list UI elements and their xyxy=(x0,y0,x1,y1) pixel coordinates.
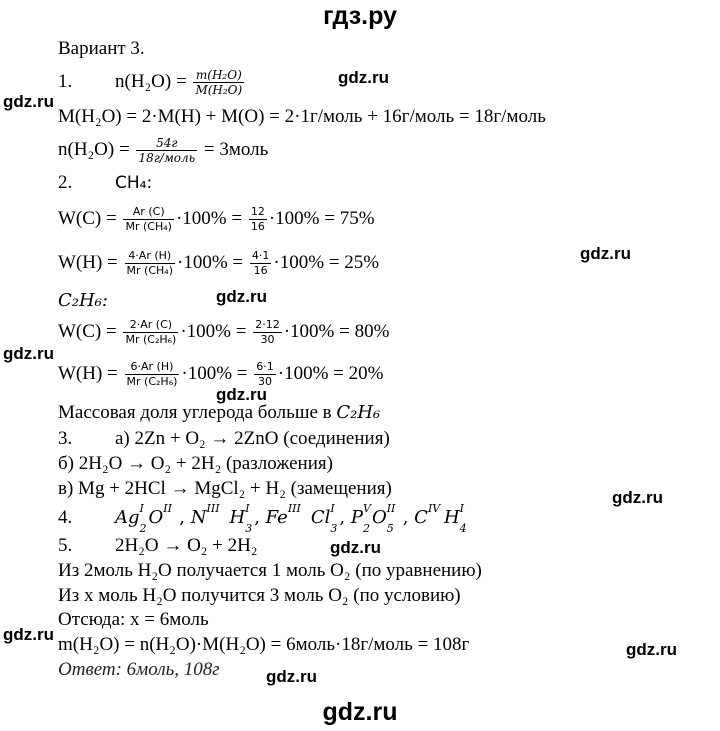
task5-line1: Из 2моль H₂O получается 1 моль O₂ (по уравнению) xyxy=(58,560,482,581)
element-symbol: O II 5 xyxy=(371,502,396,535)
watermark: gdz.ru xyxy=(626,640,677,659)
element-symbol: P V 2 xyxy=(350,502,371,535)
task3-b: б) 2H₂O → O₂ + 2H₂ (разложения) xyxy=(58,453,333,474)
watermark: gdz.ru xyxy=(3,344,54,363)
task3-a: 3. а) 2Zn + O₂ → 2ZnO (соединения) xyxy=(58,428,390,449)
molar-mass-line: M(H₂O) = 2·M(H) + M(O) = 2·1г/моль + 16г/моль = 18г/моль xyxy=(58,106,546,127)
watermark: gdz.ru xyxy=(216,287,267,306)
wc-c2h6-line: W(C) = $\frac{2\cdot Ar (C)}{\text{Mr (C₂H₆)}}$ ·100% = $\frac{2\cdot 12}{30}$ ·100% = 80% xyxy=(58,318,390,346)
answer-line: Ответ: 6моль, 108г xyxy=(58,659,220,680)
task3-c: в) Mg + 2HCl → MgCl₂ + H₂ (замещения) xyxy=(58,478,392,499)
watermark: gdz.ru xyxy=(580,244,631,263)
task-number: 4. xyxy=(58,507,73,528)
element-symbol: O II xyxy=(148,502,172,528)
site-title: гдз.ру xyxy=(323,2,397,30)
fraction: $\frac{\text{m(H₂O)}}{\text{M(H₂O)}}$ xyxy=(195,68,243,97)
oxidation-formulas: Ag I 2 O II , N III H I 3 , Fe III Cl I 3 , P V 2 O II 5 , C IV H I 4 xyxy=(115,502,467,535)
task5-line4: m(H₂O) = n(H₂O)·M(H₂O) = 6моль·18г/моль = 108г xyxy=(58,634,470,655)
element-symbol: H I 4 xyxy=(443,502,467,535)
task-number: 1. xyxy=(58,70,73,92)
watermark: gdz.ru xyxy=(330,538,381,557)
task5-eq: 5. 2H₂O → O₂ + 2H₂ xyxy=(58,535,258,556)
element-symbol: C IV xyxy=(414,502,441,528)
wh-ch4-line: W(H) = $\frac{4\cdot Ar (H)}{\text{Mr (CH₄)}}$ ·100% = $\frac{4\cdot 1}{16}$ ·100% = 25% xyxy=(58,249,380,277)
element-symbol: Ag I 2 xyxy=(115,502,147,535)
element-symbol: Cl I 3 xyxy=(310,502,338,535)
watermark: gdz.ru xyxy=(266,667,317,686)
fraction: $\frac{54г}{\text{18г/моль}}$ xyxy=(138,136,196,165)
element-symbol: Fe III xyxy=(265,502,301,528)
task-number: 2. xyxy=(58,172,73,193)
watermark: gdz.ru xyxy=(216,385,267,404)
amount-line: n(H₂O) = $\frac{54г}{\text{18г/моль}}$ = 3моль xyxy=(58,136,269,165)
watermark: gdz.ru xyxy=(612,488,663,507)
task1-formula: 1. n(H₂O) = $\frac{\text{m(H₂O)}}{\text{M(H₂O)}}$ xyxy=(58,68,243,97)
element-symbol: H I 3 xyxy=(229,502,253,535)
wc-ch4-line: W(C) = $\frac{Ar (C)}{\text{Mr (CH₄)}}$ ·100% = $\frac{12}{16}$ ·100% = 75% xyxy=(58,205,375,233)
task5-line3: Отсюда: x = 6моль xyxy=(58,609,209,630)
oxidation-formula xyxy=(414,502,468,535)
oxidation-formula xyxy=(190,502,254,535)
watermark: gdz.ru xyxy=(338,68,389,87)
watermark: gdz.ru xyxy=(3,625,54,644)
oxidation-formula xyxy=(265,502,340,535)
task2-header: 2. CH₄: xyxy=(58,172,153,193)
oxidation-formula xyxy=(115,502,179,535)
task-number: 5. xyxy=(58,535,73,556)
conclusion-line: Массовая доля углерода больше в C₂H₆ xyxy=(58,402,381,423)
wh-c2h6-line: W(H) = $\frac{6\cdot Ar (H)}{\text{Mr (C₂H₆)}}$ ·100% = $\frac{6\cdot 1}{30}$ ·100% = 20% xyxy=(58,360,384,388)
task5-line2: Из x моль H₂O получится 3 моль O₂ (по условию) xyxy=(58,585,461,606)
task-number: 3. xyxy=(58,428,73,449)
watermark: gdz.ru xyxy=(3,92,54,111)
c2h6-header: C₂H₆: xyxy=(58,290,108,311)
element-symbol: N III xyxy=(190,502,220,528)
footer-watermark: gdz.ru xyxy=(322,698,398,726)
task4-line xyxy=(58,502,469,535)
variant-title: Вариант 3. xyxy=(58,38,145,59)
oxidation-formula xyxy=(350,502,403,535)
